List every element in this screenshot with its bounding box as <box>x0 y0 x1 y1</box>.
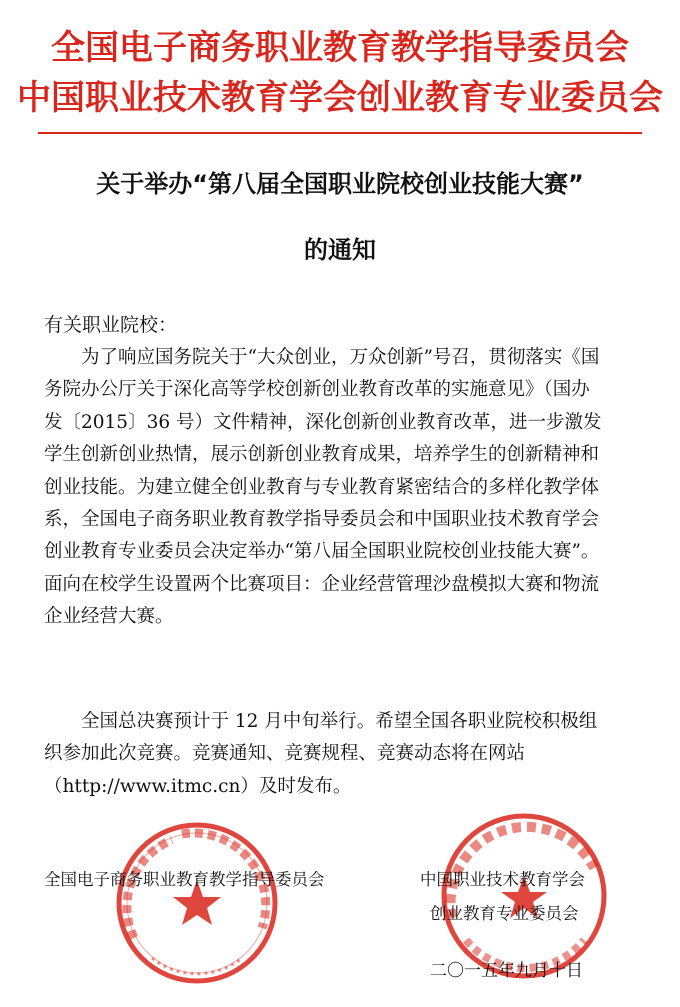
paragraph-line: 务院办公厅关于深化高等学校创新创业教育改革的实施意见》（国办 <box>44 379 590 401</box>
notice-title-line-1: 关于举办“第八届全国职业院校创业技能大赛” <box>96 170 584 198</box>
signature-left: 全国电子商务职业教育教学指导委员会 <box>44 870 325 889</box>
letterhead-line-1: 全国电子商务职业教育教学指导委员会 <box>51 28 629 68</box>
paragraph-line: （http://www.itmc.cn）及时发布。 <box>44 775 352 797</box>
paragraph-line: 创业教育专业委员会决定举办“第八届全国职业院校创业技能大赛”。 <box>44 541 600 563</box>
paragraph-line: 学生创新创业热情，展示创新创业教育成果，培养学生的创新精神和 <box>44 444 600 466</box>
letterhead-divider <box>38 132 642 134</box>
paragraph-2 <box>44 706 644 803</box>
signature-right-line-2: 创业教育专业委员会 <box>430 904 579 923</box>
paragraph-line: 为了响应国务院关于“大众创业，万众创新”号召，贯彻落实《国 <box>44 347 600 368</box>
salutation: 有关职业院校： <box>44 314 178 336</box>
paragraph-line: 面向在校学生设置两个比赛项目：企业经营管理沙盘模拟大赛和物流 <box>44 573 600 595</box>
issue-date: 二〇一五年九月十日 <box>430 961 583 981</box>
letterhead-line-2: 中国职业技术教育学会创业教育专业委员会 <box>17 78 663 118</box>
paragraph-line: 织参加此次竞赛。竞赛通知、竞赛规程、竞赛动态将在网站 <box>44 743 526 765</box>
notice-title-line-2: 的通知 <box>304 236 376 264</box>
paragraph-line: 发〔2015〕36 号）文件精神，深化创新创业教育改革，进一步激发 <box>44 411 602 433</box>
signature-right-line-1: 中国职业技术教育学会 <box>420 870 585 889</box>
paragraph-line: 全国总决赛预计于 12 月中旬举行。希望全国各职业院校积极组 <box>44 711 598 732</box>
left-official-seal-stamp <box>112 818 282 988</box>
paragraph-line: 创业技能。为建立健全创业教育与专业教育紧密结合的多样化教学体 <box>44 476 600 498</box>
paragraph-1 <box>44 342 644 634</box>
paragraph-line: 企业经营大赛。 <box>44 606 174 628</box>
paragraph-line: 系，全国电子商务职业教育教学指导委员会和中国职业技术教育学会 <box>44 508 600 530</box>
